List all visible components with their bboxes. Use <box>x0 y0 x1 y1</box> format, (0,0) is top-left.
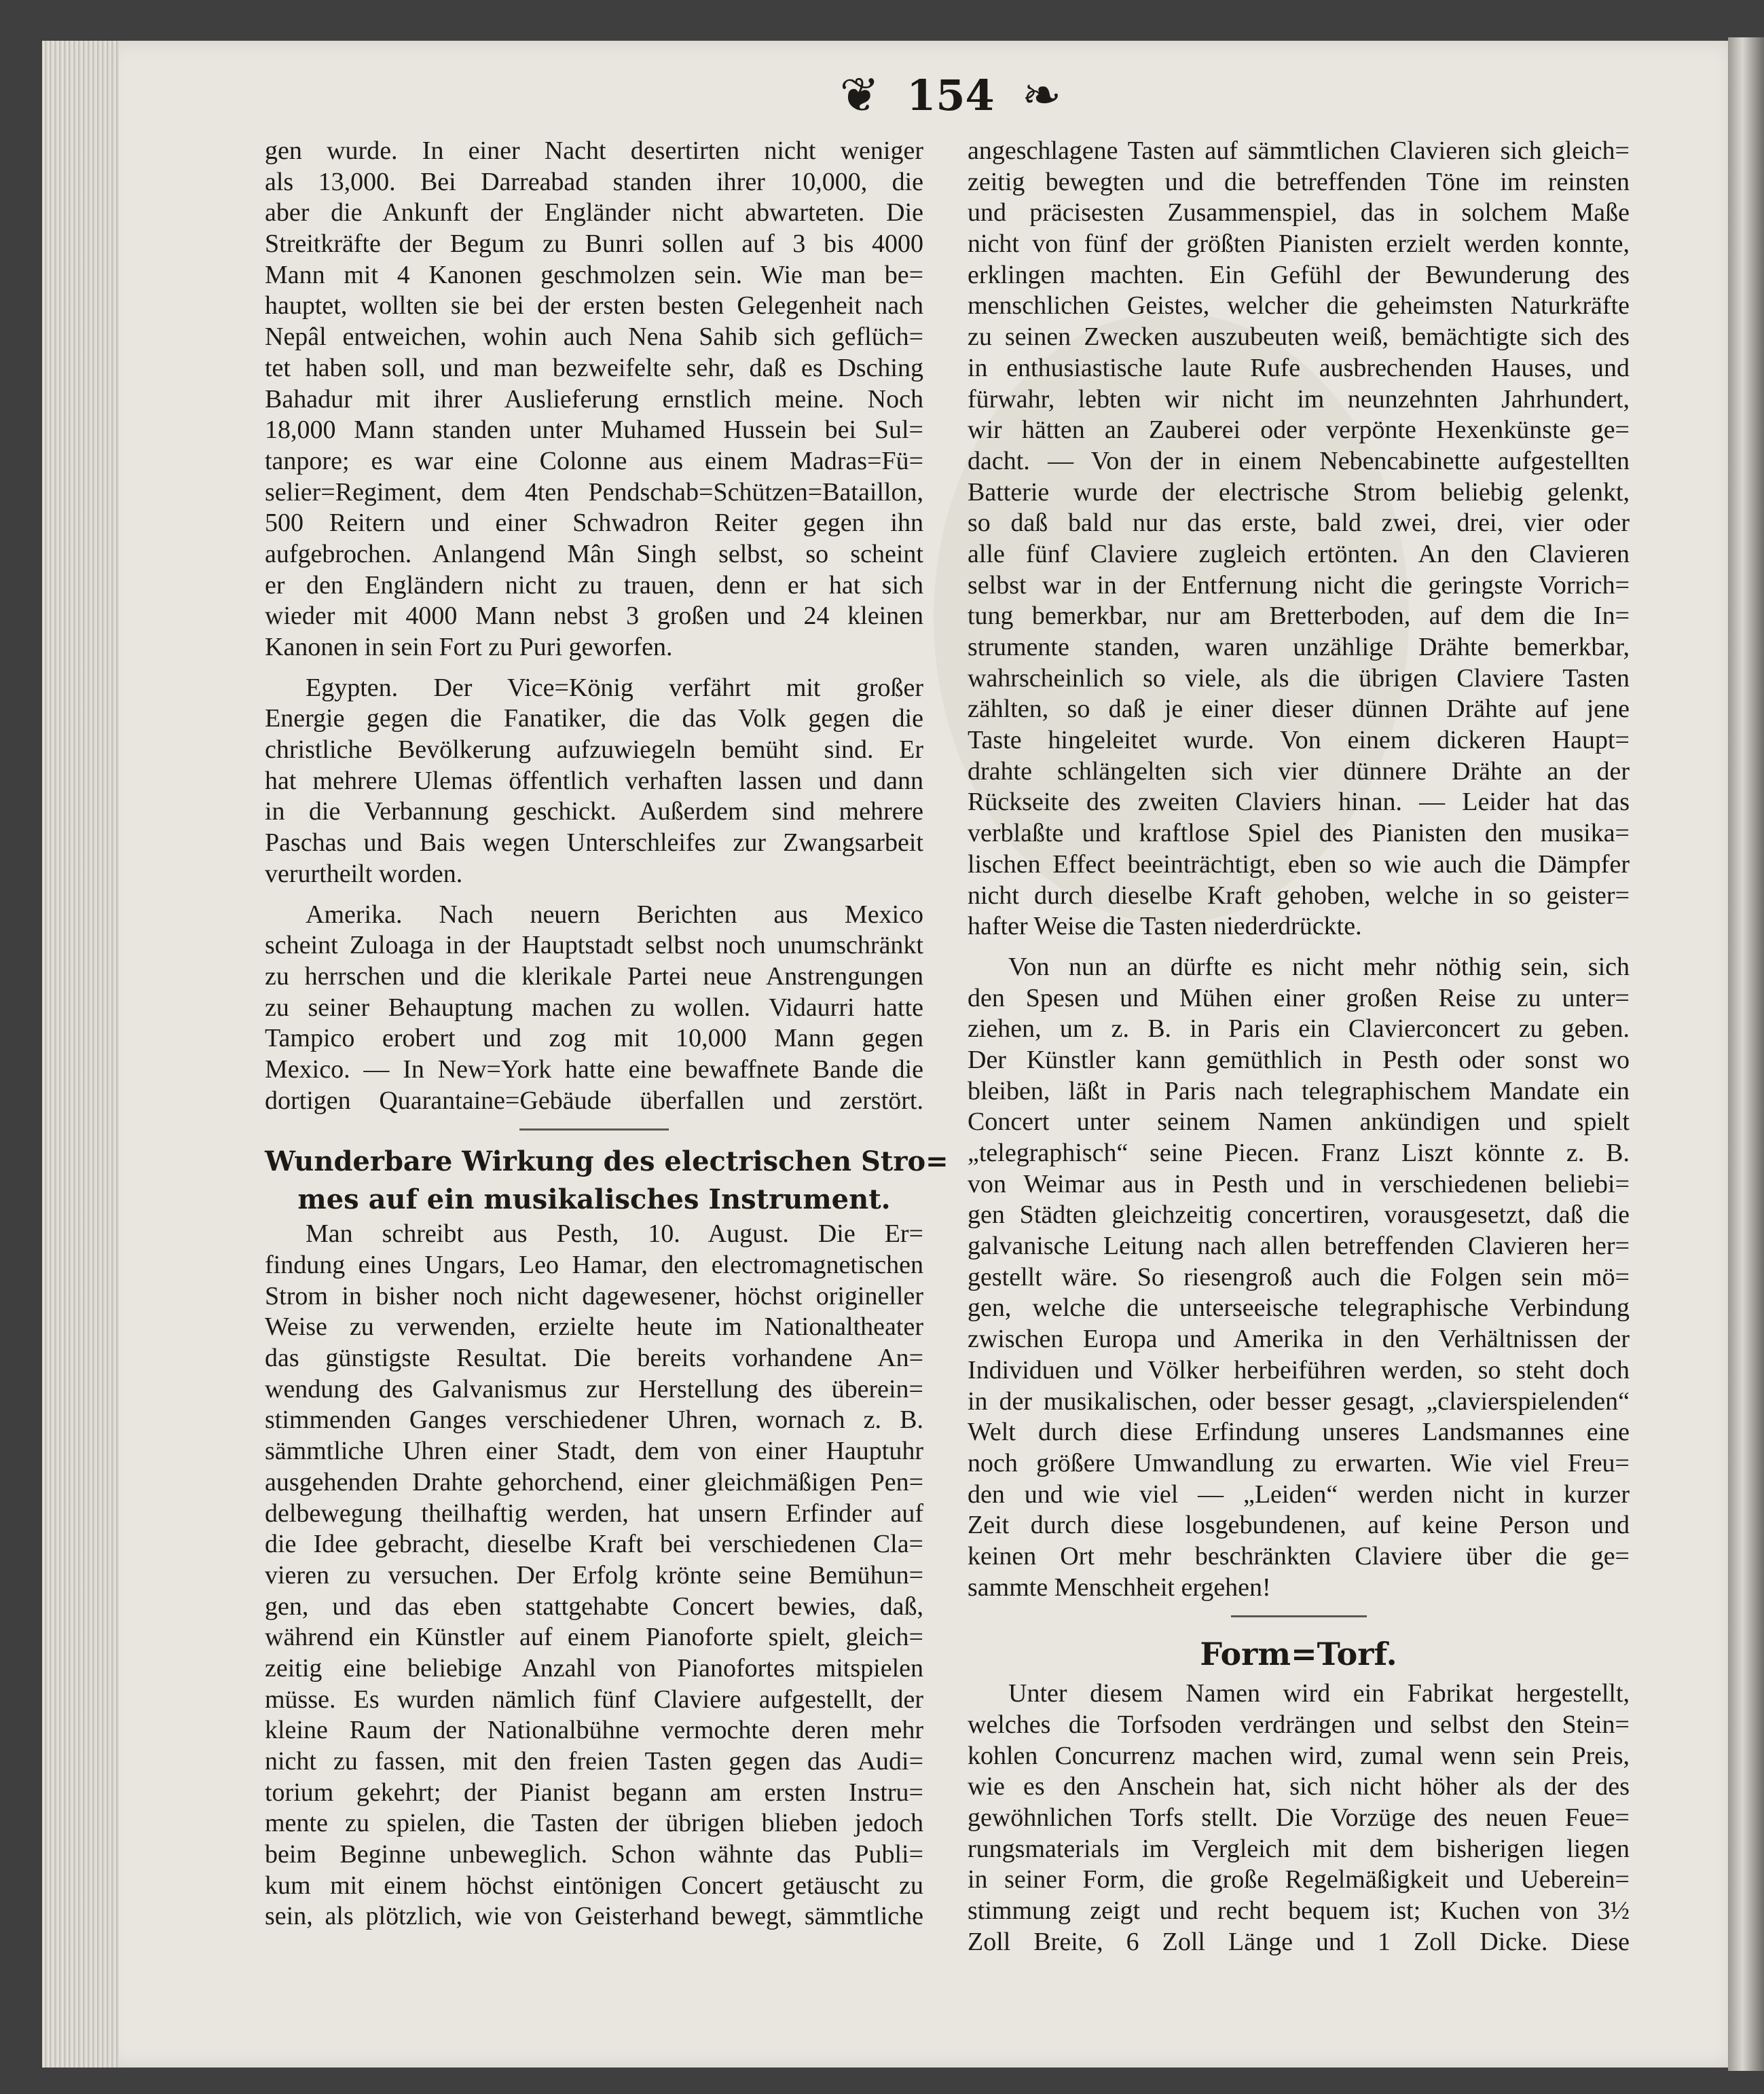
text-line: findung eines Ungars, Leo Hamar, den electromagnetischen <box>265 1251 923 1279</box>
section-divider <box>1231 1615 1367 1617</box>
text-line: sämmtliche Uhren einer Stadt, dem von einer Hauptuhr <box>265 1437 923 1466</box>
text-line: vieren zu versuchen. Der Erfolg krönte seine Bemühun= <box>265 1560 923 1590</box>
text-line: Bahadur mit ihrer Auslieferung ernstlich meine. Noch <box>265 384 923 414</box>
text-line: tung bemerkbar, nur am Bretterboden, auf dem die In= <box>968 602 1630 631</box>
text-line: zu seinen Zwecken auszubeuten weiß, bemächtigte sich des <box>968 323 1630 352</box>
text-line: Amerika. Nach neuern Berichten aus Mexico <box>306 900 923 929</box>
text-line: Paschas und Bais wegen Unterschleifes zur Zwangsarbeit <box>265 828 923 858</box>
text-line: sein, als plötzlich, wie von Geisterhand bewegt, sämmtliche <box>265 1902 923 1931</box>
text-line: zu seiner Behauptung machen zu wollen. Vidaurri hatte <box>265 993 923 1022</box>
text-line: scheint Zuloaga in der Hauptstadt selbst noch unumschränkt <box>265 931 923 960</box>
left-column <box>265 136 949 1932</box>
left-text-block-america <box>265 900 923 1117</box>
text-line: selier=Regiment, dem 4ten Pendschab=Schützen=Bataillon, <box>265 477 923 507</box>
text-line: ausgehenden Drahte gehorchend, einer gleichmäßigen Pen= <box>265 1467 923 1496</box>
text-line: zu herrschen und die klerikale Partei neue Anstrengungen <box>265 961 923 991</box>
text-line: bleiben, läßt in Paris nach telegraphischem Mandate ein <box>968 1076 1630 1105</box>
right-ornament-icon: ❧ <box>1021 67 1062 123</box>
text-line: Rückseite des zweiten Claviers hinan. — Leider hat das <box>968 788 1630 817</box>
text-line: hafter Weise die Tasten niederdrückte. <box>968 912 1362 941</box>
text-line: dortigen Quarantaine=Gebäude überfallen und zerstört. <box>265 1086 923 1115</box>
text-line: gen wurde. In einer Nacht desertirten nicht weniger <box>265 136 923 165</box>
text-line: Energie gegen die Fanatiker, die das Volk gegen die <box>265 704 923 733</box>
text-line: Strom in bisher noch nicht dagewesener, höchst origineller <box>265 1281 923 1310</box>
text-line: den Spesen und Mühen einer großen Reise zu unter= <box>968 983 1630 1012</box>
text-line: tanpore; es war eine Colonne aus einem Madras=Fü= <box>265 446 923 475</box>
text-line: tet haben soll, und man bezweifelte sehr, daß es Dsching <box>265 353 923 382</box>
text-line: Tampico erobert und zog mit 10,000 Mann gegen <box>265 1024 923 1053</box>
text-line: Kanonen in sein Fort zu Puri geworfen. <box>265 633 673 661</box>
text-line: Batterie wurde der electrische Strom beliebig gelenkt, <box>968 477 1630 507</box>
text-line: galvanische Leitung nach allen betreffenden Clavieren her= <box>968 1232 1630 1261</box>
text-line: christliche Bevölkerung aufzuwiegeln bemüht sind. Er <box>265 735 923 765</box>
right-column <box>968 136 1630 1958</box>
text-line: und präcisesten Zusammenspiel, das in solchem Maße <box>968 198 1630 227</box>
text-line: erklingen machten. Ein Gefühl der Bewunderung des <box>968 260 1630 289</box>
text-line: strumente standen, waren unzählige Drähte bemerkbar, <box>968 633 1630 661</box>
text-line: zeitig bewegten und die betreffenden Töne im reinsten <box>968 167 1630 196</box>
text-line: das günstigste Resultat. Die bereits vorhandene An= <box>265 1344 923 1373</box>
text-line: alle fünf Claviere zugleich ertönten. An den Clavieren <box>968 539 1630 568</box>
text-line: müsse. Es wurden nämlich fünf Claviere aufgestellt, der <box>265 1685 923 1714</box>
left-text-block-egypt <box>265 673 923 890</box>
text-line: Zeit durch diese losgebundenen, auf keine Person und <box>968 1511 1630 1540</box>
text-line: kum mit einem höchst eintönigen Concert getäuscht zu <box>265 1871 923 1900</box>
text-line: Mann mit 4 Kanonen geschmolzen sein. Wie man be= <box>265 260 923 289</box>
right-text-block-electric-cont <box>968 136 1630 942</box>
text-line: in enthusiastische laute Rufe ausbrechenden Hauses, und <box>968 353 1630 382</box>
right-text-block-telegraph <box>968 952 1630 1603</box>
text-line: so daß bald nur das erste, bald zwei, drei, vier oder <box>968 509 1630 538</box>
text-line: Taste hingeleitet wurde. Von einem dickeren Haupt= <box>968 726 1630 755</box>
article-heading-line-1: Wunderbare Wirkung des electrischen Stro= <box>265 1145 949 1178</box>
text-line: wahrscheinlich so viele, als die übrigen Claviere Tasten <box>968 663 1630 693</box>
text-line: verurtheilt worden. <box>265 859 463 888</box>
text-line: lischen Effect beeinträchtigt, eben so wie auch die Dämpfer <box>968 849 1630 879</box>
text-line: Welt durch diese Erfindung unseres Landsmannes eine <box>968 1418 1630 1447</box>
page-header <box>781 58 1120 132</box>
text-line: Der Künstler kann gemüthlich in Pesth oder sonst wo <box>968 1045 1630 1074</box>
text-line: 18,000 Mann standen unter Muhamed Hussein bei Sul= <box>265 416 923 445</box>
text-line: kohlen Concurrenz machen wird, zumal wenn sein Preis, <box>968 1741 1630 1770</box>
text-line: hat mehrere Ulemas öffentlich verhaften lassen und dann <box>265 766 923 795</box>
text-line: torium gekehrt; der Pianist begann am ersten Instru= <box>265 1778 923 1807</box>
text-line: wendung des Galvanismus zur Herstellung des überein= <box>265 1374 923 1403</box>
text-line: Concert unter seinem Namen ankündigen und spielt <box>968 1107 1630 1137</box>
text-line: noch größere Umwandlung zu erwarten. Wie viel Freu= <box>968 1448 1630 1477</box>
text-line: die Idee gebracht, dieselbe Kraft bei verschiedenen Cla= <box>265 1530 923 1559</box>
left-text-block-electric <box>265 1219 923 1932</box>
text-line: menschlichen Geistes, welcher die geheimsten Naturkräfte <box>968 291 1630 320</box>
text-line: fürwahr, lebten wir nicht im neunzehnten Jahrhundert, <box>968 384 1630 414</box>
text-line: von Weimar aus in Pesth und in verschiedenen beliebi= <box>968 1169 1630 1198</box>
text-line: zeitig eine beliebige Anzahl von Pianofortes mitspielen <box>265 1653 923 1683</box>
text-line: Streitkräfte der Begum zu Bunri sollen auf 3 bis 4000 <box>265 229 923 259</box>
text-line: sammte Menschheit ergehen! <box>968 1573 1271 1602</box>
text-line: hauptet, wollten sie bei der ersten besten Gelegenheit nach <box>265 291 923 320</box>
text-line: Nepâl entweichen, wohin auch Nena Sahib sich geflüch= <box>265 323 923 352</box>
text-line: gen, welche die unterseeische telegraphische Verbindung <box>968 1293 1630 1323</box>
text-line: keinen Ort mehr beschränkten Claviere über die ge= <box>968 1541 1630 1570</box>
text-line: wir hätten an Zauberei oder verpönte Hexenkünste ge= <box>968 416 1630 445</box>
section-divider <box>519 1128 669 1131</box>
text-line: 500 Reitern und einer Schwadron Reiter gegen ihn <box>265 509 923 538</box>
right-text-block-torf <box>968 1678 1630 1958</box>
text-line: Man schreibt aus Pesth, 10. August. Die Er= <box>306 1219 923 1249</box>
text-line: beim Beginne unbeweglich. Schon wähnte das Publi= <box>265 1840 923 1869</box>
text-line: während ein Künstler auf einem Pianoforte spielt, gleich= <box>265 1623 923 1652</box>
text-line: in die Verbannung geschickt. Außerdem sind mehrere <box>265 797 923 826</box>
text-line: als 13,000. Bei Darreabad standen ihrer 10,000, die <box>265 167 923 196</box>
text-line: Zoll Breite, 6 Zoll Länge und 1 Zoll Dicke. Diese <box>968 1927 1630 1956</box>
text-line: stimmenden Ganges verschiedener Uhren, wornach z. B. <box>265 1406 923 1435</box>
text-line: gen, und das eben stattgehabte Concert bewies, daß, <box>265 1592 923 1621</box>
text-line: gewöhnlichen Torfs stellt. Die Vorzüge des neuen Feue= <box>968 1803 1630 1833</box>
page-number: 154 <box>906 70 995 120</box>
article-heading-form-torf: Form=Torf. <box>1200 1636 1397 1673</box>
text-line: stimmung zeigt und recht bequem ist; Kuchen von 3½ <box>968 1896 1630 1926</box>
book-spine-shadow <box>1728 37 1764 2071</box>
text-line: „telegraphisch“ seine Piecen. Franz Liszt könnte z. B. <box>968 1139 1630 1167</box>
text-line: nicht durch dieselbe Kraft gehoben, welche in so geister= <box>968 881 1630 910</box>
text-line: in seiner Form, die große Regelmäßigkeit und Ueberein= <box>968 1865 1630 1894</box>
text-line: Weise zu verwenden, erzielte heute im Nationaltheater <box>265 1312 923 1342</box>
text-line: zählten, so daß je einer dieser dünnen Drähte auf jene <box>968 695 1630 724</box>
article-heading-line-2: mes auf ein musikalisches Instrument. <box>297 1183 891 1216</box>
text-line: wieder mit 4000 Mann nebst 3 großen und 24 kleinen <box>265 602 923 631</box>
text-line: Unter diesem Namen wird ein Fabrikat hergestellt, <box>1008 1679 1630 1708</box>
text-line: drahte schlängelten sich vier dünnere Drähte an der <box>968 756 1630 786</box>
text-line: kleine Raum der Nationalbühne vermochte deren mehr <box>265 1716 923 1745</box>
text-line: welches die Torfsoden verdrängen und selbst den Stein= <box>968 1710 1630 1739</box>
text-line: er den Engländern nicht zu trauen, denn er hat sich <box>265 570 923 600</box>
left-ornament-icon: ❦ <box>839 67 880 123</box>
text-line: gestellt wäre. So riesengroß auch die Folgen sein mö= <box>968 1262 1630 1291</box>
text-line: Egypten. Der Vice=König verfährt mit großer <box>306 673 923 702</box>
text-line: wie es den Anschein hat, sich nicht höher als der des <box>968 1772 1630 1801</box>
text-line: Von nun an dürfte es nicht mehr nöthig sein, sich <box>1008 952 1630 981</box>
text-line: gen Städten gleichzeitig concertiren, vorausgesetzt, daß die <box>968 1200 1630 1230</box>
text-line: aber die Ankunft der Engländer nicht abwarteten. Die <box>265 198 923 227</box>
text-line: dacht. — Von der in einem Nebencabinette aufgestellten <box>968 446 1630 475</box>
text-line: angeschlagene Tasten auf sämmtlichen Clavieren sich gleich= <box>968 136 1630 165</box>
text-line: mente zu spielen, die Tasten der übrigen blieben jedoch <box>265 1809 923 1838</box>
text-line: selbst war in der Entfernung nicht die geringste Vorrich= <box>968 570 1630 600</box>
text-line: rungsmaterials im Vergleich mit dem bisherigen liegen <box>968 1834 1630 1863</box>
text-line: delbewegung theilhaftig werden, hat unsern Erfinder auf <box>265 1499 923 1528</box>
text-line: Individuen und Völker herbeiführen werden, so steht doch <box>968 1355 1630 1384</box>
text-line: Mexico. — In New=York hatte eine bewaffnete Bande die <box>265 1054 923 1084</box>
text-line: nicht von fünf der größten Pianisten erzielt werden konnte, <box>968 229 1630 259</box>
text-line: aufgebrochen. Anlangend Mân Singh selbst, so scheint <box>265 539 923 568</box>
text-line: zwischen Europa und Amerika in den Verhältnissen der <box>968 1325 1630 1354</box>
text-line: verblaßte und kraftlose Spiel des Pianisten den musika= <box>968 819 1630 848</box>
left-text-block-india <box>265 136 923 663</box>
book-page-edges <box>42 41 130 2068</box>
text-line: den und wie viel — „Leiden“ werden nicht in kurzer <box>968 1480 1630 1509</box>
text-line: ziehen, um z. B. in Paris ein Clavierconcert zu geben. <box>968 1014 1630 1044</box>
text-line: in der musikalischen, oder besser gesagt, „clavierspielenden“ <box>968 1386 1630 1416</box>
text-line: nicht zu fassen, mit den freien Tasten gegen das Audi= <box>265 1747 923 1776</box>
